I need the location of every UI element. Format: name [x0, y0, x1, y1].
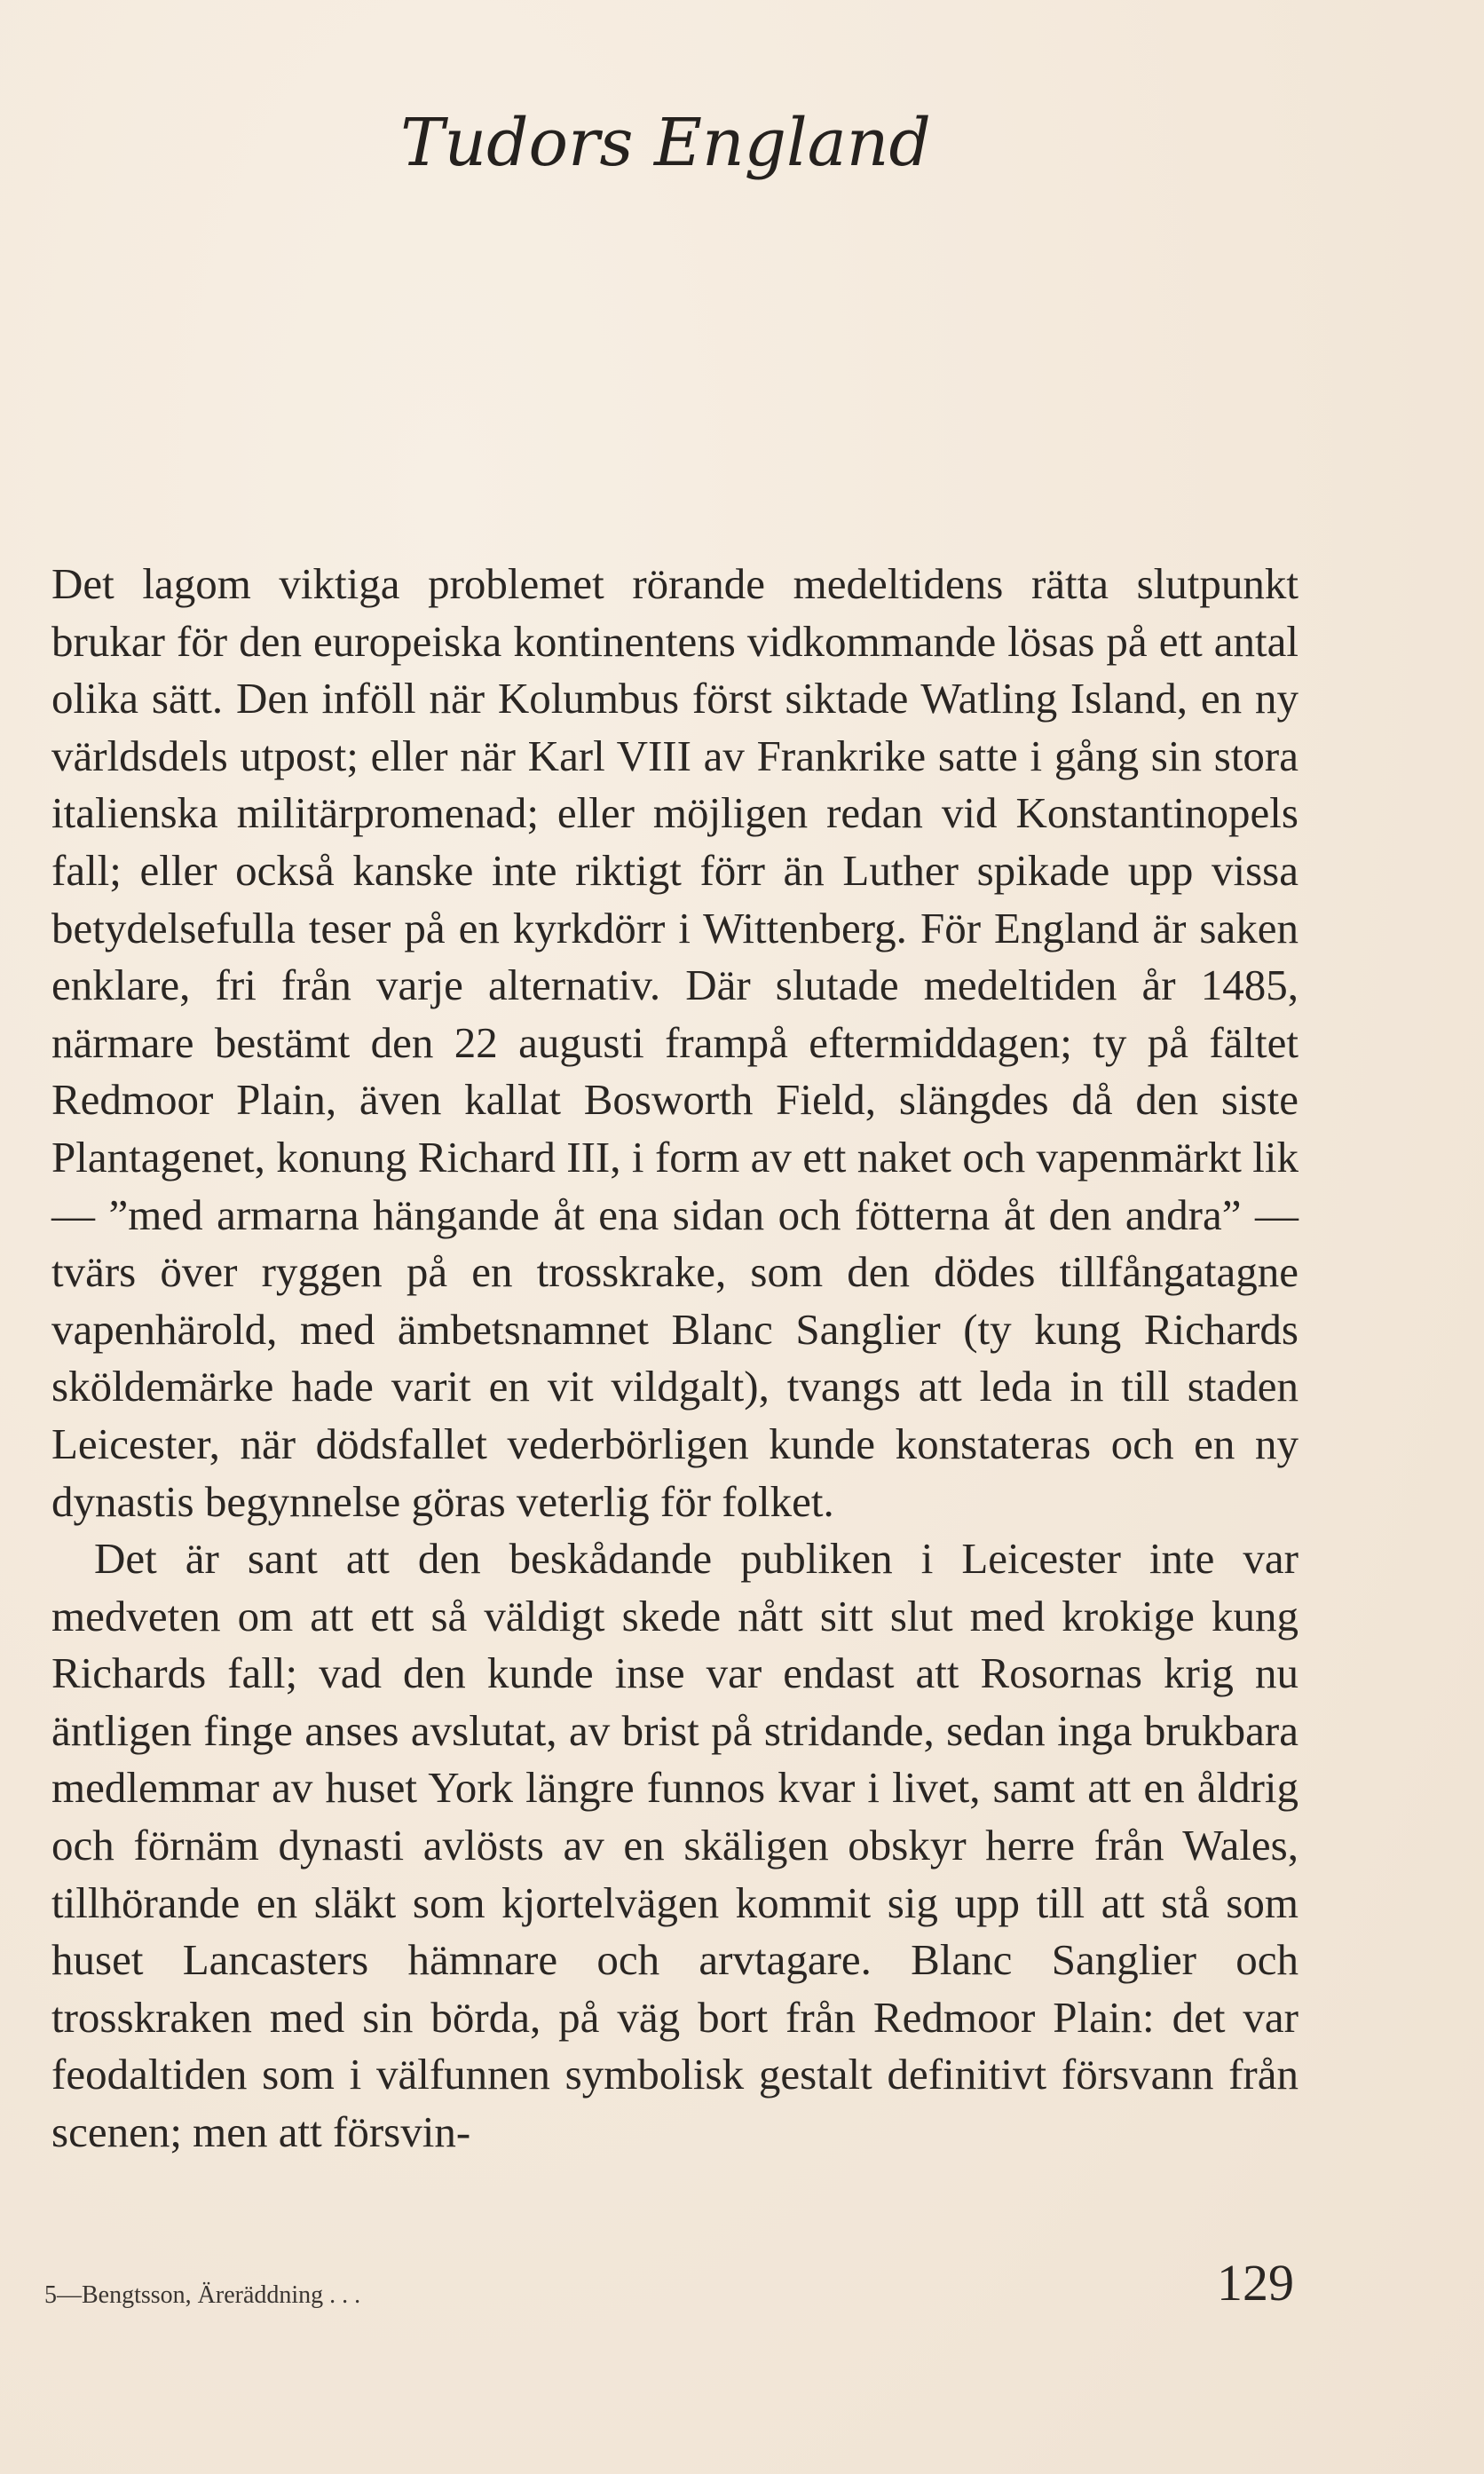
body-text — [51, 556, 1298, 2162]
page-number: 129 — [1217, 2254, 1294, 2312]
chapter-title: Tudors England — [400, 105, 931, 181]
paragraph: Det är sant att den beskådande publiken i Leicester inte var medveten om att ett så väldigt skede nått sitt slut med krokige kung Richards fall; vad den kunde inse var endast att Rosornas krig nu äntligen finge anses avslutat, av brist på stridande, sedan inga brukbara medlemmar av huset York längre funnos kvar i livet, samt att en åldrig och förnäm dynasti avlösts av en skäligen obskyr herre från Wales, tillhörande en släkt som kjortelvägen kommit sig upp till att stå som huset Lancasters hämnare och arvtagare. Blanc Sanglier och trosskraken med sin börda, på väg bort från Redmoor Plain: det var feodaltiden som i välfunnen symbolisk gestalt definitivt försvann från scenen; men att försvin- — [51, 1534, 1298, 2157]
paragraph: Det lagom viktiga problemet rörande medeltidens rätta slutpunkt brukar för den europeiska kontinentens vidkommande lösas på ett antal olika sätt. Den inföll när Kolumbus först siktade Watling Island, en ny världsdels utpost; eller när Karl VIII av Frankrike satte i gång sin stora italienska militärpromenad; eller möjligen redan vid Konstantinopels fall; eller också kanske inte riktigt förr än Luther spikade upp vissa betydelsefulla teser på en kyrkdörr i Wittenberg. För England är saken enklare, fri från varje alternativ. Där slutade medeltiden år 1485, närmare bestämt den 22 augusti frampå eftermiddagen; ty på fältet Redmoor Plain, även kallat Bosworth Field, slängdes då den siste Plantagenet, konung Richard III, i form av ett naket och vapenmärkt lik — ”med armarna hängande åt ena sidan och fötterna åt den andra” — tvärs över ryggen på en trosskrake, som den dödes tillfångatagne vapenhärold, med ämbetsnamnet Blanc Sanglier (ty kung Richards sköldemärke hade varit en vit vildgalt), tvangs att leda in till staden Leicester, när dödsfallet vederbörligen kunde konstateras och en ny dynastis begynnelse göras veterlig för folket. — [51, 559, 1298, 1526]
printer-signature: 5—Bengtsson, Äreräddning . . . — [44, 2281, 361, 2309]
